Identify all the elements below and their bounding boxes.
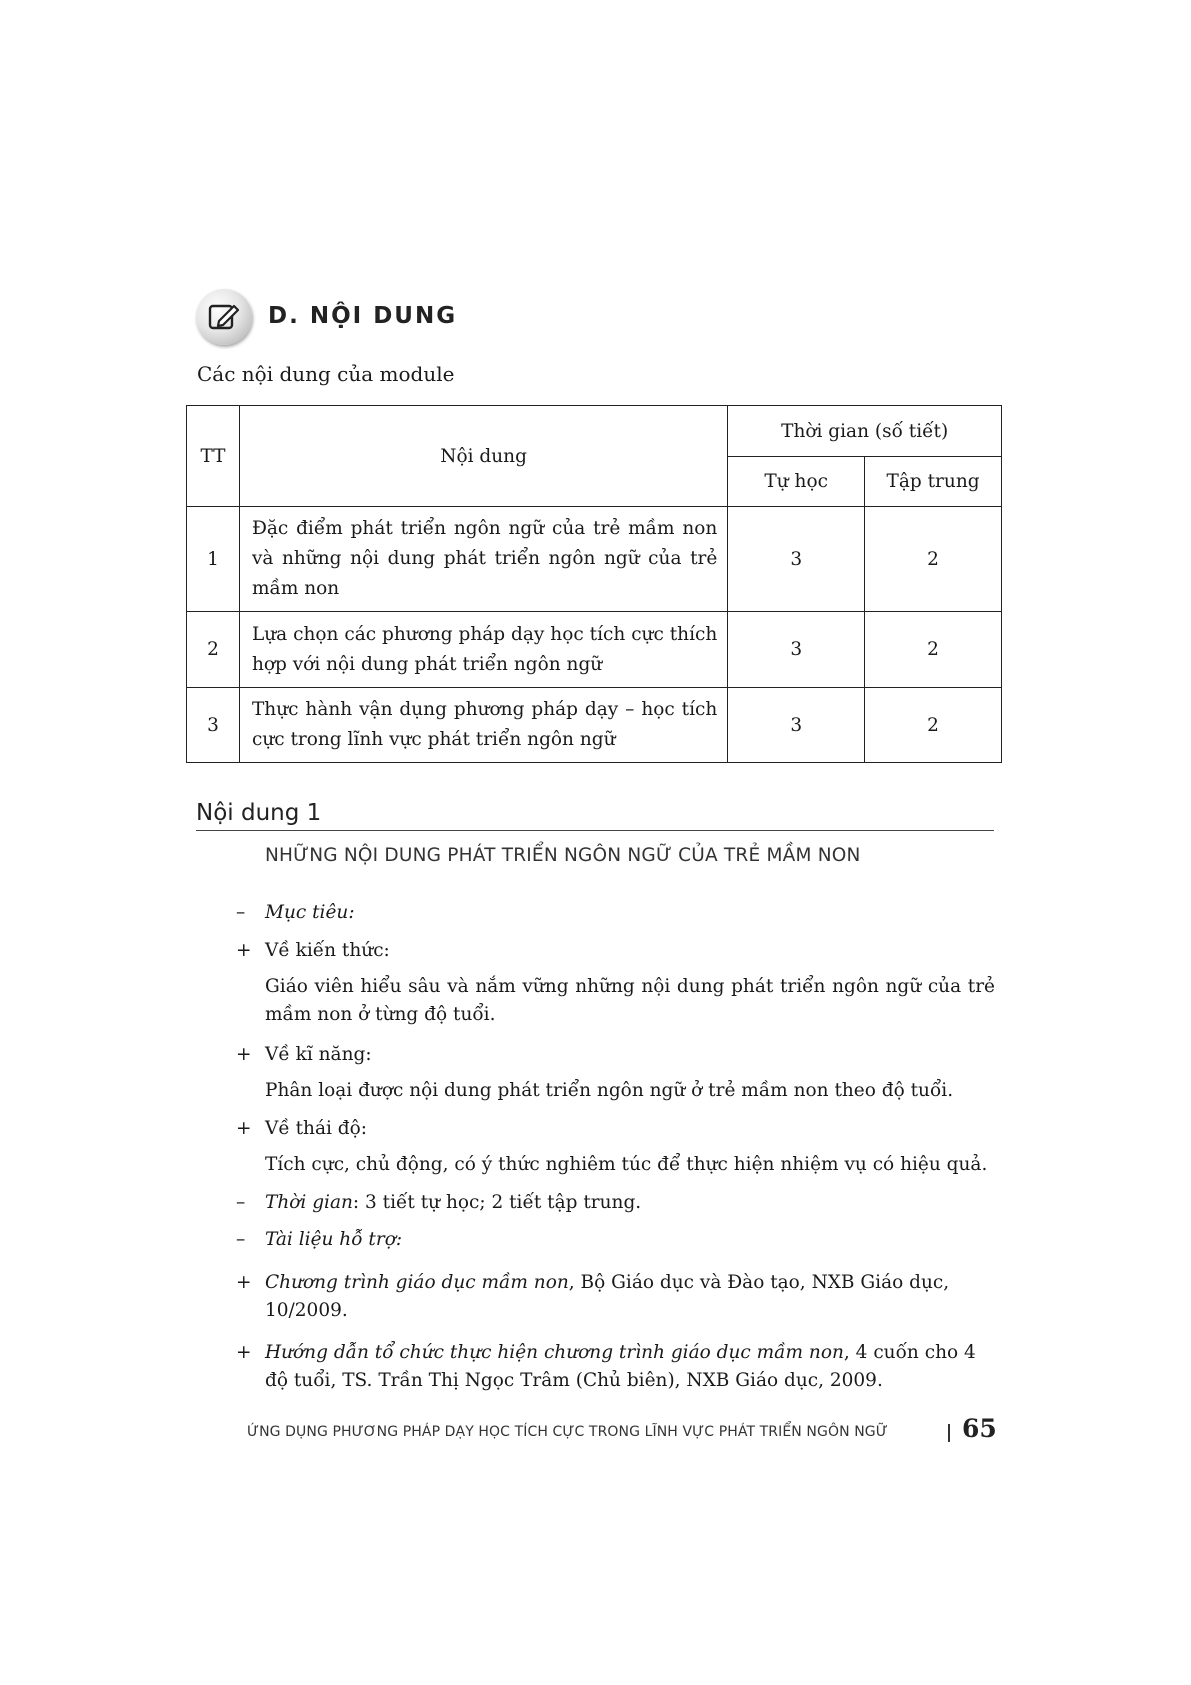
reference-2-details: , 4 cuốn cho 4 độ tuổi, TS. Trần Thị Ngọc Trâm (Chủ biên), NXB Giáo dục, 2009.	[265, 1342, 976, 1391]
plus-bullet: +	[236, 1272, 252, 1293]
knowledge-label: Về kiến thức:	[265, 940, 390, 961]
objectives-label: Mục tiêu:	[265, 902, 355, 923]
module-content-table	[186, 405, 1002, 763]
row-tt: 2	[187, 612, 240, 688]
row-content	[239, 612, 727, 688]
note-edit-icon	[196, 289, 252, 345]
dash-bullet: –	[236, 902, 246, 923]
table-caption: Các nội dung của module	[197, 362, 455, 386]
plus-bullet: +	[236, 940, 252, 961]
row-content-text: Thực hành vận dụng phương pháp dạy – học tích cực trong lĩnh vực phát triển ngôn ngữ	[251, 699, 718, 750]
table-row	[187, 612, 1002, 688]
skills-text: Phân loại được nội dung phát triển ngôn ngữ ở trẻ mầm non theo độ tuổi.	[265, 1080, 954, 1101]
footer-running-title: ỨNG DỤNG PHƯƠNG PHÁP DẠY HỌC TÍCH CỰC TRONG LĨNH VỰC PHÁT TRIỂN NGÔN NGỮ	[247, 1424, 888, 1440]
table-row	[187, 688, 1002, 763]
row-self-study: 3	[728, 507, 865, 612]
header-content: Nội dung	[239, 406, 727, 507]
section-title: D. NỘI DUNG	[268, 303, 458, 329]
row-content-text: Lựa chọn các phương pháp dạy học tích cực thích hợp với nội dung phát triển ngôn ngữ	[251, 623, 718, 675]
reference-1-title: Chương trình giáo dục mầm non	[265, 1272, 569, 1293]
time-text: : 3 tiết tự học; 2 tiết tập trung.	[352, 1192, 642, 1213]
footer-separator	[948, 1424, 950, 1442]
reference-2	[265, 1339, 993, 1395]
content1-subtitle: NHỮNG NỘI DUNG PHÁT TRIỂN NGÔN NGỮ CỦA TRẺ MẦM NON	[265, 845, 861, 866]
header-tt: TT	[187, 406, 240, 507]
dash-bullet: –	[236, 1192, 246, 1213]
row-concentrated: 2	[865, 688, 1002, 763]
heading-rule	[196, 830, 994, 831]
time-line	[265, 1189, 641, 1217]
attitude-text: Tích cực, chủ động, có ý thức nghiêm túc để thực hiện nhiệm vụ có hiệu quả.	[265, 1154, 988, 1175]
header-time-group: Thời gian (số tiết)	[728, 406, 1002, 457]
plus-bullet: +	[236, 1044, 252, 1065]
row-content-text: Đặc điểm phát triển ngôn ngữ của trẻ mầm non và những nội dung phát triển ngôn ngữ của trẻ mầm non	[251, 518, 718, 599]
section-heading	[196, 289, 596, 349]
row-self-study: 3	[728, 612, 865, 688]
row-content	[239, 507, 727, 612]
dash-bullet: –	[236, 1229, 246, 1250]
reference-1-details: , Bộ Giáo dục và Đào tạo, NXB Giáo dục, 10/2009.	[265, 1272, 950, 1321]
row-content	[239, 688, 727, 763]
row-concentrated: 2	[865, 612, 1002, 688]
time-label: Thời gian	[265, 1192, 353, 1213]
reference-2-title: Hướng dẫn tổ chức thực hiện chương trình giáo dục mầm non	[265, 1342, 844, 1363]
row-concentrated: 2	[865, 507, 1002, 612]
content1-heading: Nội dung 1	[196, 800, 322, 826]
plus-bullet: +	[236, 1118, 252, 1139]
table-header-row	[187, 406, 1002, 457]
attitude-label: Về thái độ:	[265, 1118, 368, 1139]
row-tt: 1	[187, 507, 240, 612]
skills-label: Về kĩ năng:	[265, 1044, 372, 1065]
table-row	[187, 507, 1002, 612]
header-concentrated: Tập trung	[865, 457, 1002, 507]
knowledge-text: Giáo viên hiểu sâu và nắm vững những nội dung phát triển ngôn ngữ của trẻ mầm non ở từng độ tuổi.	[265, 976, 995, 1025]
row-self-study: 3	[728, 688, 865, 763]
resources-label: Tài liệu hỗ trợ:	[265, 1229, 403, 1250]
header-self-study: Tự học	[728, 457, 865, 507]
plus-bullet: +	[236, 1342, 252, 1363]
reference-1	[265, 1269, 993, 1325]
row-tt: 3	[187, 688, 240, 763]
page-number: 65	[962, 1414, 997, 1443]
